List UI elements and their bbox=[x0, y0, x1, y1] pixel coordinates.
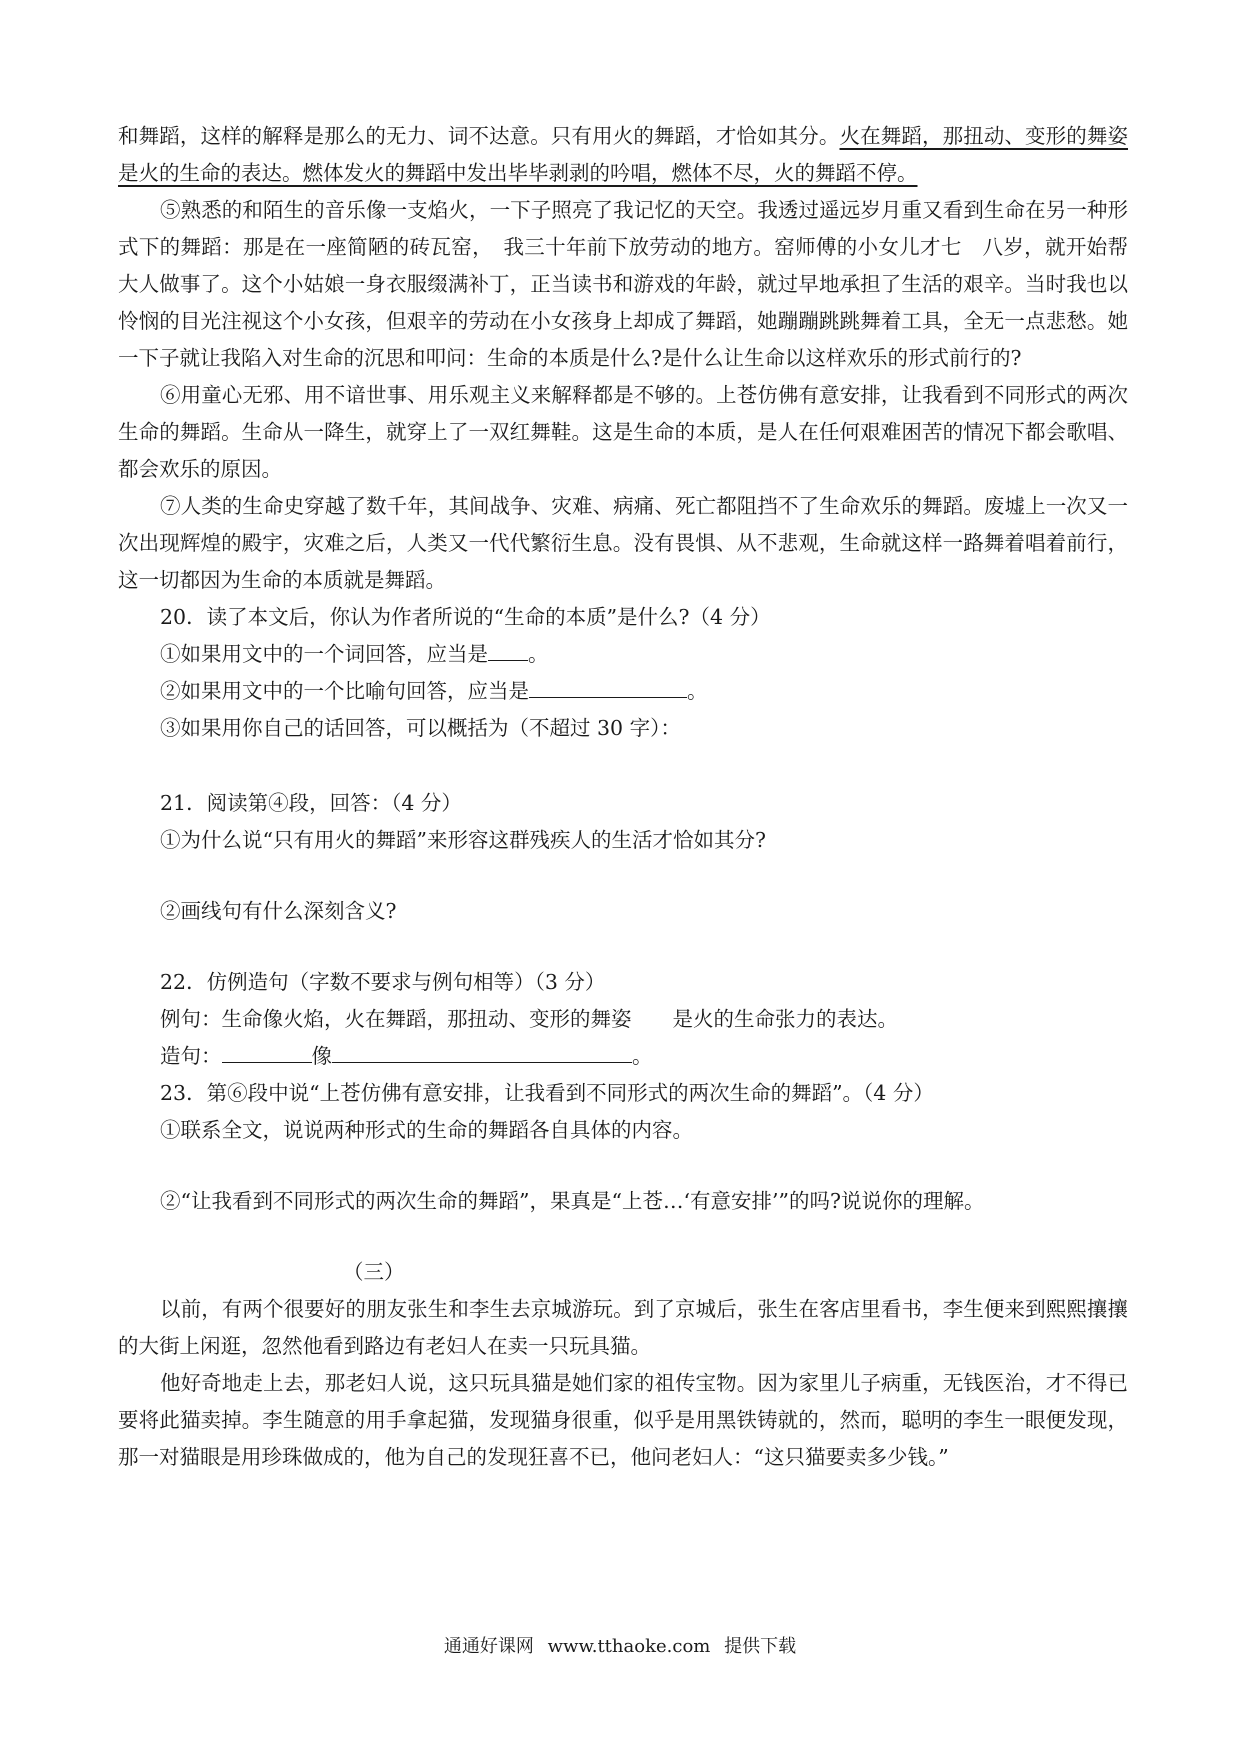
section-3-paragraph-2: 他好奇地走上去，那老妇人说，这只玩具猫是她们家的祖传宝物。因为家里儿子病重，无钱医治，才不得已要将此猫卖掉。李生随意的用手拿起猫，发现猫身很重，似乎是用黑铁铸就的，然而，聪明的李生一眼便发现，那一对猫眼是用珍珠做成的，他为自己的发现狂喜不已，他问老妇人：“这只猫要卖多少钱。” bbox=[118, 1371, 1128, 1469]
footer-url[interactable]: www.tthaoke.com bbox=[547, 1636, 711, 1657]
answer-space[interactable] bbox=[118, 747, 1128, 785]
answer-space[interactable] bbox=[118, 859, 1128, 893]
question-20-part-3: ③如果用你自己的话回答，可以概括为（不超过 30 字）： bbox=[160, 716, 681, 740]
answer-blank[interactable] bbox=[529, 675, 687, 698]
question-text: 。 bbox=[687, 679, 708, 703]
question-text: 造句： bbox=[160, 1044, 222, 1068]
question-text: ②如果用文中的一个比喻句回答，应当是 bbox=[160, 679, 529, 703]
page-footer bbox=[0, 1632, 1240, 1658]
answer-blank[interactable] bbox=[332, 1040, 632, 1063]
question-20: 20．读了本文后，你认为作者所说的“生命的本质”是什么?（4 分） bbox=[160, 605, 771, 629]
question-text: 。 bbox=[528, 642, 549, 666]
question-20-part-2 bbox=[118, 673, 1128, 710]
question-21: 21．阅读第④段，回答：（4 分） bbox=[160, 791, 462, 815]
question-22: 22．仿例造句（字数不要求与例句相等）（3 分） bbox=[160, 970, 606, 994]
section-3-paragraph-1: 以前，有两个很要好的朋友张生和李生去京城游玩。到了京城后，张生在客店里看书，李生便来到熙熙攘攘的大街上闲逛，忽然他看到路边有老妇人在卖一只玩具猫。 bbox=[118, 1297, 1128, 1358]
question-text: 。 bbox=[632, 1044, 653, 1068]
question-23-part-2: ②“让我看到不同形式的两次生命的舞蹈”，果真是“上苍…‘有意安排’”的吗?说说你的理解。 bbox=[160, 1189, 985, 1213]
question-21-part-2: ②画线句有什么深刻含义? bbox=[160, 899, 397, 923]
answer-blank[interactable] bbox=[222, 1040, 312, 1063]
question-22-example: 例句：生命像火焰，火在舞蹈，那扭动、变形的舞姿 是火的生命张力的表达。 bbox=[160, 1007, 898, 1031]
answer-space[interactable] bbox=[118, 930, 1128, 964]
footer-suffix: 提供下载 bbox=[724, 1636, 797, 1657]
answer-space[interactable] bbox=[118, 1149, 1128, 1183]
underlined-sentence: 火在舞蹈，那扭动、变形的舞姿是火的生命的表达。燃体发火的舞蹈中发出毕毕剥剥的吟唱，燃体不尽，火的舞蹈不停。 bbox=[118, 124, 1129, 185]
question-21-part-1: ①为什么说“只有用火的舞蹈”来形容这群残疾人的生活才恰如其分? bbox=[160, 828, 766, 852]
section-heading: （三） bbox=[343, 1260, 405, 1284]
answer-blank[interactable] bbox=[488, 638, 528, 661]
question-20-part-1 bbox=[118, 636, 1128, 673]
answer-space[interactable] bbox=[118, 1220, 1128, 1254]
question-23-part-1: ①联系全文，说说两种形式的生命的舞蹈各自具体的内容。 bbox=[160, 1118, 693, 1142]
passage-paragraph-4-tail bbox=[118, 118, 1128, 192]
passage-paragraph-5: ⑤熟悉的和陌生的音乐像一支焰火，一下子照亮了我记忆的天空。我透过遥远岁月重又看到生命在另一种形式下的舞蹈：那是在一座简陋的砖瓦窑， 我三十年前下放劳动的地方。窑师傅的小女儿才七 八岁，就开始帮大人做事了。这个小姑娘一身衣服缀满补丁，正当读书和游戏的年龄，就过早地承担了生活的艰辛。当时我也以怜悯的目光注视这个小女孩，但艰辛的劳动在小女孩身上却成了舞蹈，她蹦蹦跳跳舞着工具，全无一点悲愁。她一下子就让我陷入对生命的沉思和叩问：生命的本质是什么?是什么让生命以这样欢乐的形式前行的? bbox=[118, 198, 1128, 370]
question-text: ①如果用文中的一个词回答，应当是 bbox=[160, 642, 488, 666]
footer-site-name: 通通好课网 bbox=[443, 1636, 534, 1657]
passage-paragraph-7: ⑦人类的生命史穿越了数千年，其间战争、灾难、病痛、死亡都阻挡不了生命欢乐的舞蹈。废墟上一次又一次出现辉煌的殿宇，灾难之后，人类又一代代繁衍生息。没有畏惧、从不悲观，生命就这样一路舞着唱着前行，这一切都因为生命的本质就是舞蹈。 bbox=[118, 494, 1128, 592]
paragraph-text: 和舞蹈，这样的解释是那么的无力、词不达意。只有用火的舞蹈，才恰如其分。 bbox=[118, 124, 840, 148]
question-22-make-sentence bbox=[118, 1038, 1128, 1075]
passage-paragraph-6: ⑥用童心无邪、用不谙世事、用乐观主义来解释都是不够的。上苍仿佛有意安排，让我看到不同形式的两次生命的舞蹈。生命从一降生，就穿上了一双红舞鞋。这是生命的本质，是人在任何艰难困苦的情况下都会歌唱、都会欢乐的原因。 bbox=[118, 383, 1128, 481]
question-text: 像 bbox=[311, 1044, 332, 1068]
question-23: 23．第⑥段中说“上苍仿佛有意安排，让我看到不同形式的两次生命的舞蹈”。（4 分） bbox=[160, 1081, 934, 1105]
document-page bbox=[118, 118, 1128, 1476]
